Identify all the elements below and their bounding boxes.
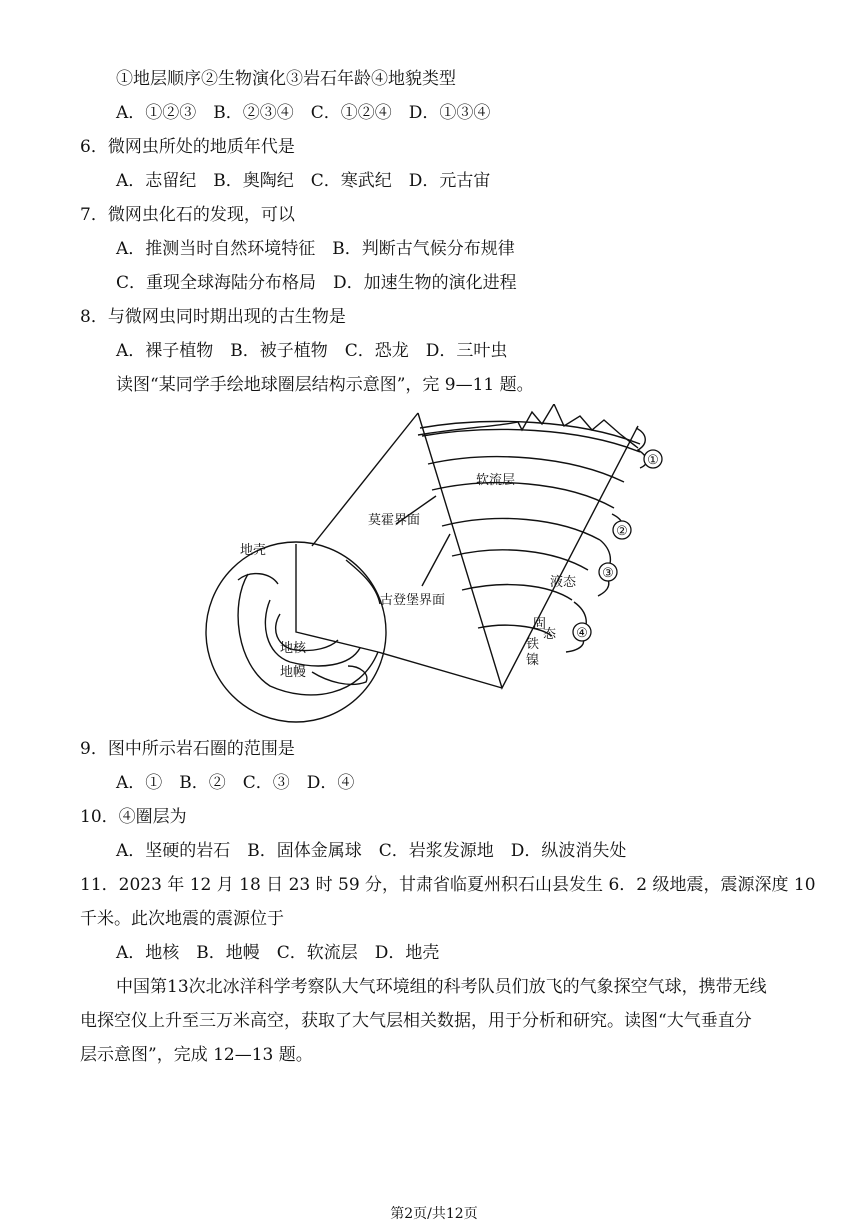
mantle-arc-1 — [442, 518, 600, 540]
cutaway-edges — [296, 544, 378, 652]
label-core: 地核 — [280, 641, 307, 656]
intro-12-13-line-2: 电探空仪上升至三万米高空，获取了大气层相关数据，用于分析和研究。读图“大气垂直分 — [80, 1011, 752, 1031]
q10-stem: 10．④圈层为 — [80, 807, 187, 827]
label-gutenberg: 古登堡界面 — [380, 593, 446, 608]
continent-3 — [346, 560, 380, 604]
label-solid-1: 固 — [533, 617, 547, 632]
marker-3: ③ — [602, 566, 614, 581]
q11-stem-1: 11．2023 年 12 月 18 日 23 时 59 分，甘肃省临夏州积石山县发生 6．2 级地震，震源深度 10 — [80, 875, 816, 895]
q11-options: A．地核 B．地幔 C．软流层 D．地壳 — [116, 943, 440, 963]
q9-stem: 9．图中所示岩石圈的范围是 — [80, 739, 295, 759]
q7-options-2: C．重现全球海陆分布格局 D．加速生物的演化进程 — [116, 273, 517, 293]
q7-options-1: A．推测当时自然环境特征 B．判断古气候分布规律 — [116, 239, 515, 259]
earth-structure-figure — [200, 404, 680, 734]
q8-options: A．裸子植物 B．被子植物 C．恐龙 D．三叶虫 — [116, 341, 508, 361]
marker-1: ① — [647, 453, 659, 468]
label-nickel: 镍 — [526, 653, 540, 668]
q11-stem-2: 千米。此次地震的震源位于 — [80, 909, 284, 929]
q5-items: ①地层顺序②生物演化③岩石年龄④地貌类型 — [116, 69, 456, 89]
crust-line-1 — [420, 421, 640, 444]
q6-stem: 6．微网虫所处的地质年代是 — [80, 137, 295, 157]
asthenosphere-top — [428, 457, 624, 482]
q6-options: A．志留纪 B．奥陶纪 C．寒武纪 D．元古宙 — [116, 171, 491, 191]
gutenberg-leader — [422, 534, 450, 586]
label-asthenosphere: 软流层 — [476, 473, 516, 488]
asthenosphere-bottom — [432, 483, 614, 508]
label-mantle: 地幔 — [280, 665, 307, 680]
intro-12-13-line-1: 中国第13次北冰洋科学考察队大气环境组的科考队员们放飞的气象探空气球，携带无线 — [116, 977, 767, 997]
page-number: 第2页/共12页 — [390, 1206, 478, 1222]
label-moho: 莫霍界面 — [368, 513, 421, 528]
q5-options: A．①②③ B．②③④ C．①②④ D．①③④ — [116, 103, 491, 123]
q9-options: A．① B．② C．③ D．④ — [116, 773, 355, 793]
label-iron: 铁 — [526, 637, 540, 652]
intro-12-13-line-3: 层示意图”，完成 12—13 题。 — [80, 1045, 313, 1065]
q10-options: A．坚硬的岩石 B．固体金属球 C．岩浆发源地 D．纵波消失处 — [116, 841, 627, 861]
q7-stem: 7．微网虫化石的发现，可以 — [80, 205, 295, 225]
marker-4: ④ — [576, 626, 588, 641]
core-boundary — [265, 600, 360, 666]
label-crust: 地壳 — [240, 543, 267, 558]
intro-9-11: 读图“某同学手绘地球圈层结构示意图”，完 9—11 题。 — [116, 375, 534, 395]
marker-2: ② — [616, 524, 628, 539]
mantle-arc-2 — [452, 550, 588, 570]
label-liquid: 液态 — [550, 575, 577, 590]
projection-line-bottom — [378, 652, 502, 688]
q8-stem: 8．与微网虫同时期出现的古生物是 — [80, 307, 346, 327]
label-solid-2: 态 — [543, 627, 557, 642]
continent-2 — [312, 666, 367, 684]
